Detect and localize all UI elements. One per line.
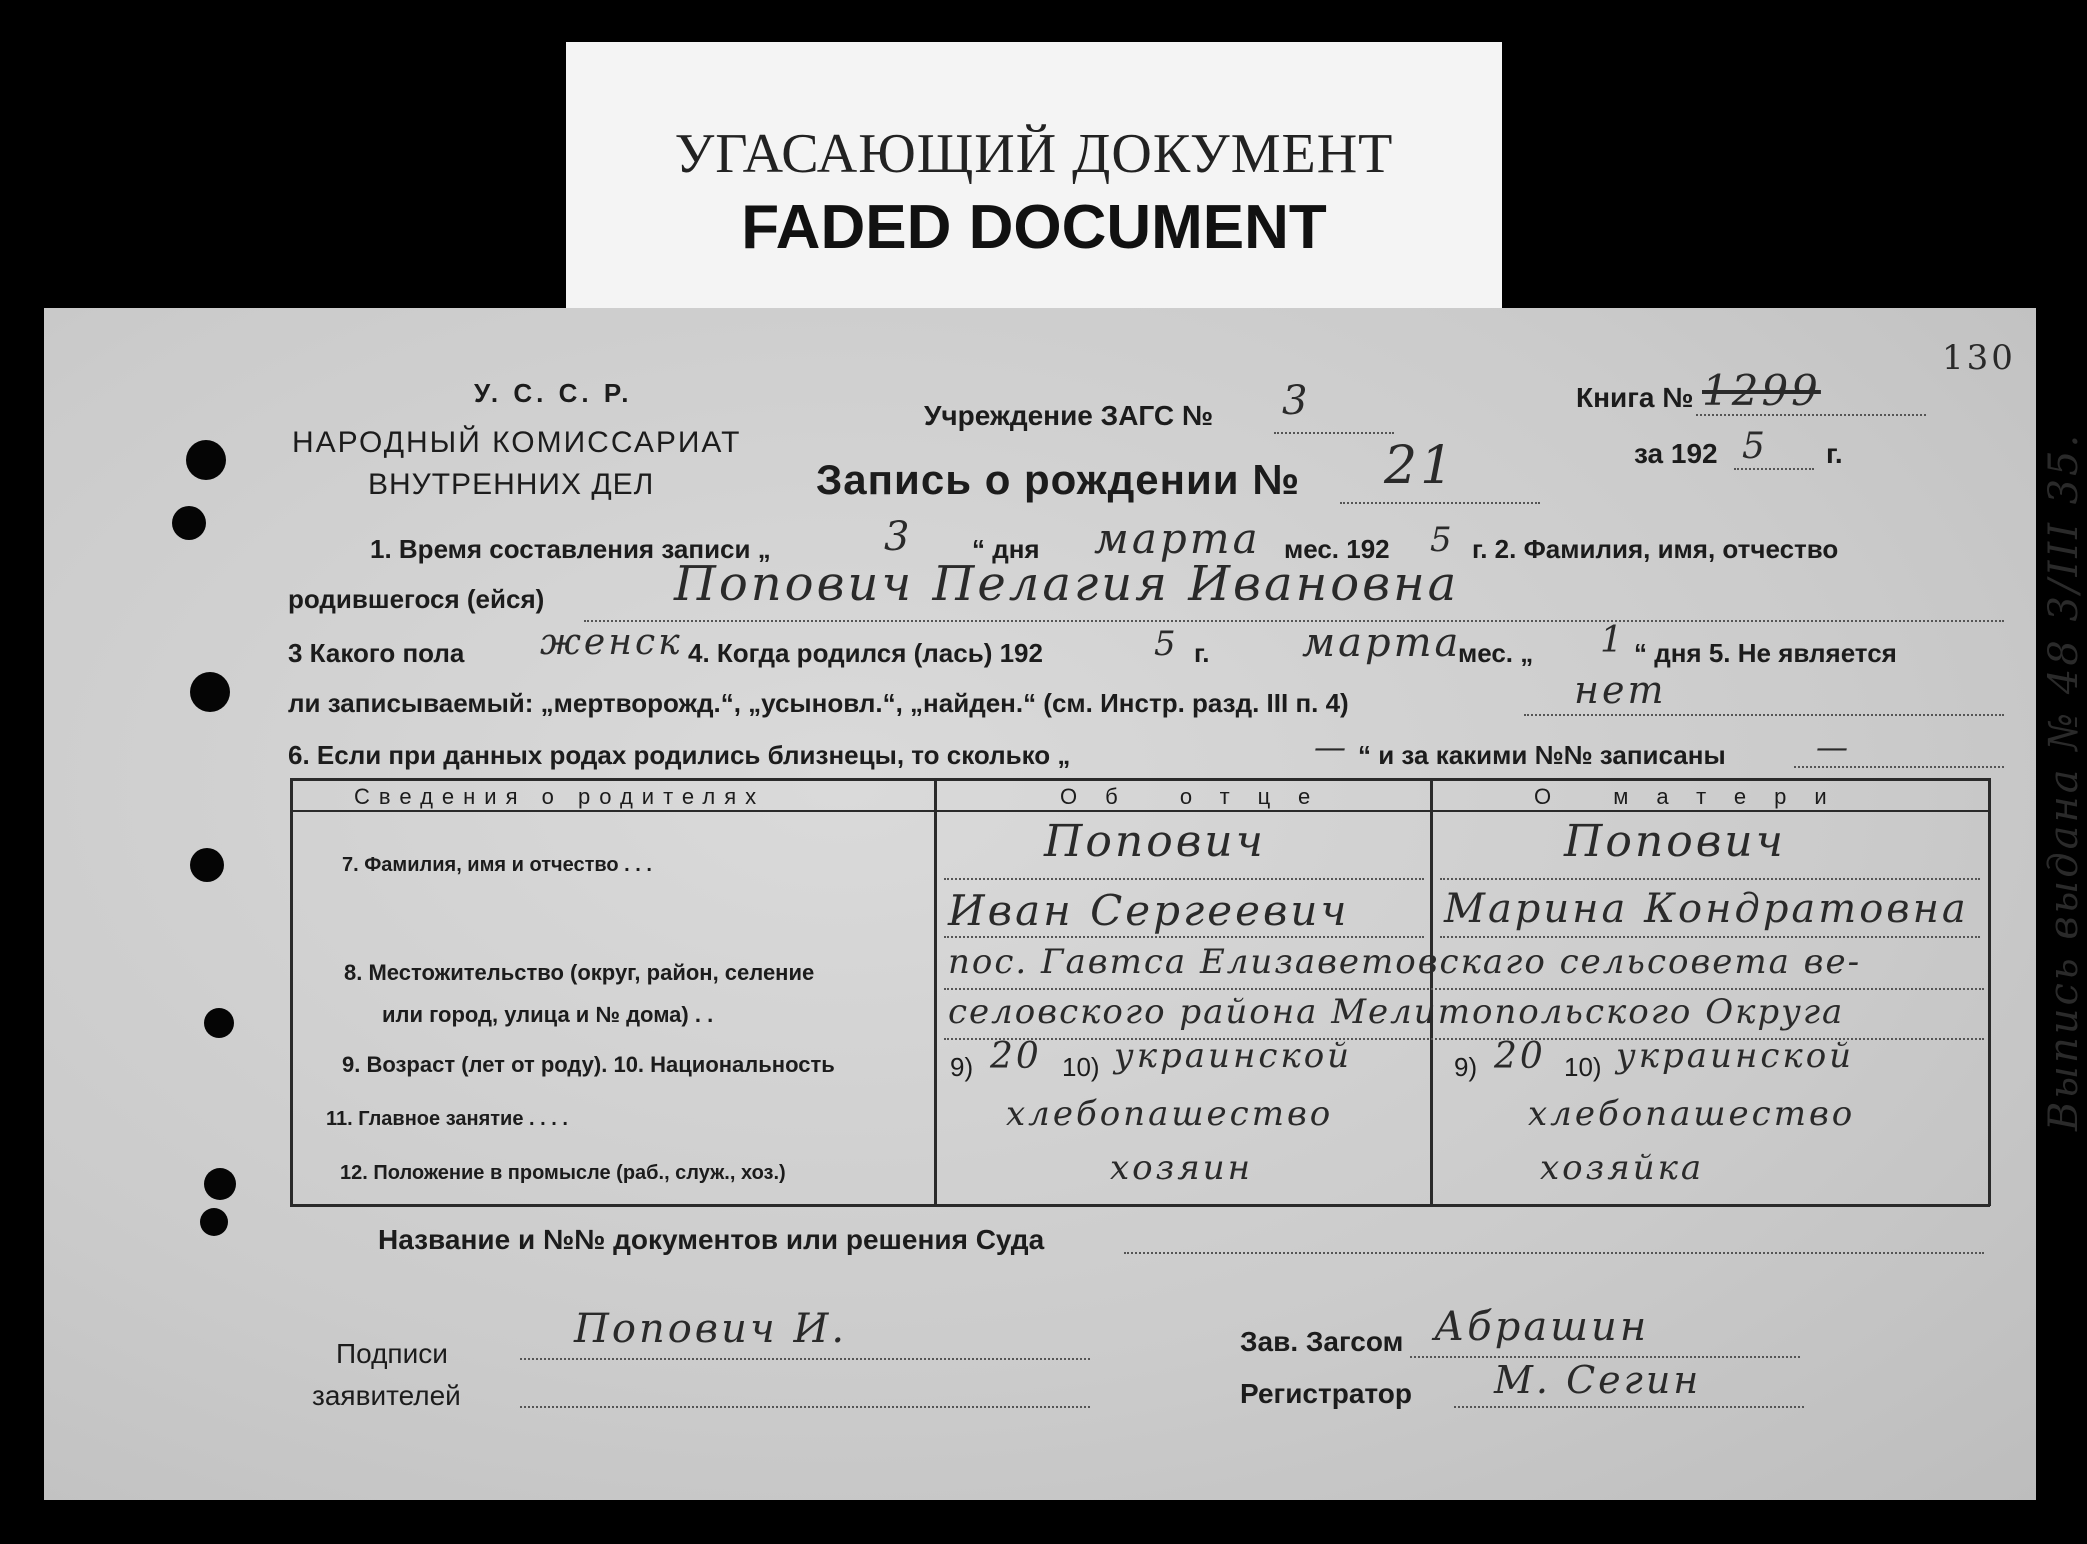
compile-month: марта	[1094, 514, 1261, 563]
table-right-border	[1988, 778, 1991, 1206]
table-bottom-border	[290, 1204, 1990, 1207]
mother-nationality-label: 10)	[1564, 1052, 1602, 1082]
punch-hole	[200, 1208, 228, 1236]
row-label-residence-b: или город, улица и № дома) . .	[382, 1002, 714, 1027]
mother-age-label: 9)	[1454, 1052, 1478, 1082]
col-header-parents: Сведения о родителях	[354, 784, 766, 809]
row1-label-b: “ дня	[972, 534, 1040, 564]
row-label-occupation: 11. Главное занятие . . . .	[326, 1108, 568, 1130]
table-top-border	[290, 778, 1990, 781]
birth-month: марта	[1302, 620, 1462, 666]
father-age-label: 9)	[950, 1052, 974, 1082]
zags-underline	[1274, 432, 1394, 434]
punch-hole	[204, 1008, 234, 1038]
table-divider-1	[934, 778, 937, 1206]
applicant-line-1	[520, 1358, 1090, 1360]
row3-label-c: г.	[1194, 638, 1210, 668]
commissariat-line2: ВНУТРЕННИХ ДЕЛ	[368, 468, 655, 501]
zags-number: 3	[1282, 378, 1311, 424]
father-surname: Попович	[1044, 816, 1267, 867]
father-occupation: хлебопашество	[1006, 1094, 1334, 1134]
margin-note: Выпись выдана № 48 3/III 35.	[2041, 431, 2087, 1131]
col-header-father: Об отце	[1060, 784, 1339, 809]
mother-surname: Попович	[1564, 816, 1787, 867]
registrar-label: Регистратор	[1240, 1378, 1412, 1409]
court-underline	[1124, 1252, 1984, 1254]
father-name-underline	[944, 936, 1424, 938]
row6-label-a: 6. Если при данных родах родились близнецы, то сколько „	[288, 740, 1071, 770]
faded-label-ru: УГАСАЮЩИЙ ДОКУМЕНТ	[674, 123, 1394, 185]
row6-label-b: “ и за какими №№ записаны	[1358, 740, 1726, 770]
residence-line1: пос. Гавтса Елизаветовскаго сельсовета ве-	[948, 942, 1862, 982]
punch-hole	[172, 506, 206, 540]
table-header-border	[290, 810, 1990, 812]
birth-year-digit: 5	[1154, 624, 1179, 664]
applicant-line-2	[520, 1406, 1090, 1408]
mother-name-underline	[1440, 936, 1980, 938]
row-label-position: 12. Положение в промысле (раб., служ., хоз.)	[340, 1162, 786, 1184]
col-header-mother: О матери	[1534, 784, 1855, 809]
father-name: Иван Сергеевич	[948, 886, 1350, 935]
zags-label: Учреждение ЗАГС №	[924, 400, 1214, 431]
record-underline	[1340, 502, 1540, 504]
twins-numbers: —	[1816, 728, 1851, 766]
residence-line2: селовского района Мелитопольского Округа	[948, 992, 1845, 1032]
ussr-label: У. С. С. Р.	[474, 378, 633, 408]
faded-document-label	[566, 42, 1502, 316]
book-label: Книга №	[1576, 382, 1694, 413]
mother-nationality: украинской	[1616, 1036, 1855, 1076]
compile-year-digit: 5	[1430, 520, 1455, 560]
birth-day: 1	[1600, 620, 1626, 661]
stillborn-value: нет	[1574, 668, 1667, 712]
mother-name: Марина Кондратовна	[1444, 886, 1969, 932]
punch-hole	[190, 848, 224, 882]
year-underline	[1734, 468, 1814, 470]
applicant-signature: Попович И.	[574, 1306, 848, 1352]
row3-label-e: “ дня 5. Не является	[1634, 638, 1897, 668]
row3-label-b: 4. Когда родился (лась) 192	[688, 638, 1043, 668]
registrar-signature: М. Сегин	[1494, 1358, 1702, 1402]
residence-underline-1	[944, 988, 1984, 990]
margin-number: 130	[1942, 338, 2016, 378]
compile-day: 3	[884, 514, 913, 560]
book-underline	[1696, 414, 1926, 416]
applicants-label-2: заявителей	[312, 1380, 461, 1411]
punch-hole	[186, 440, 226, 480]
row3-label-a: 3 Какого пола	[288, 638, 465, 668]
row2-label: родившегося (ейся)	[288, 584, 545, 614]
applicants-label-1: Подписи	[336, 1338, 448, 1369]
mother-surname-underline	[1440, 878, 1980, 880]
row6-underline	[1794, 766, 2004, 768]
child-name: Попович Пелагия Ивановна	[674, 556, 1460, 612]
row3-label-d: мес. „	[1458, 638, 1534, 668]
page-title: Запись о рождении №	[816, 456, 1301, 503]
court-label: Название и №№ документов или решения Суда	[378, 1224, 1045, 1255]
head-label: Зав. Загсом	[1240, 1326, 1404, 1357]
twins-count: —	[1314, 728, 1349, 766]
row1-label-a: 1. Время составления записи „	[370, 534, 771, 564]
commissariat-line1: НАРОДНЫЙ КОМИССАРИАТ	[292, 426, 742, 459]
father-surname-underline	[944, 878, 1424, 880]
record-number: 21	[1384, 436, 1457, 496]
faded-label-en: FADED DOCUMENT	[741, 193, 1327, 262]
year-digit: 5	[1742, 426, 1768, 467]
father-position: хозяин	[1110, 1148, 1253, 1188]
row4-underline	[1524, 714, 2004, 716]
mother-occupation: хлебопашество	[1528, 1094, 1856, 1134]
row4-label: ли записываемый: „мертворожд.“, „усыновл.“, „найден.“ (см. Инстр. разд. III п. 4)	[288, 688, 1349, 718]
row-label-name: 7. Фамилия, имя и отчество . . .	[342, 854, 652, 876]
punch-hole	[204, 1168, 236, 1200]
row1-label-c: мес. 192	[1284, 534, 1390, 564]
row-label-age-nationality: 9. Возраст (лет от роду). 10. Национальность	[342, 1052, 835, 1077]
registrar-line	[1454, 1406, 1804, 1408]
birth-record-card	[44, 308, 2087, 1500]
punch-hole	[190, 672, 230, 712]
mother-age: 20	[1494, 1036, 1546, 1077]
head-signature: Абрашин	[1434, 1304, 1650, 1350]
table-left-border	[290, 778, 293, 1206]
row-label-residence-a: 8. Местожительство (округ, район, селение	[344, 960, 815, 985]
row1-label-d: г. 2. Фамилия, имя, отчество	[1472, 534, 1839, 564]
book-number: 1299	[1702, 366, 1821, 415]
mother-position: хозяйка	[1540, 1148, 1705, 1188]
child-name-underline	[584, 620, 2004, 622]
father-age: 20	[990, 1036, 1042, 1077]
year-suffix: г.	[1826, 438, 1843, 469]
father-nationality-label: 10)	[1062, 1052, 1100, 1082]
father-nationality: украинской	[1114, 1036, 1353, 1076]
year-prefix: за 192	[1634, 438, 1718, 469]
child-sex: женск	[540, 622, 683, 663]
